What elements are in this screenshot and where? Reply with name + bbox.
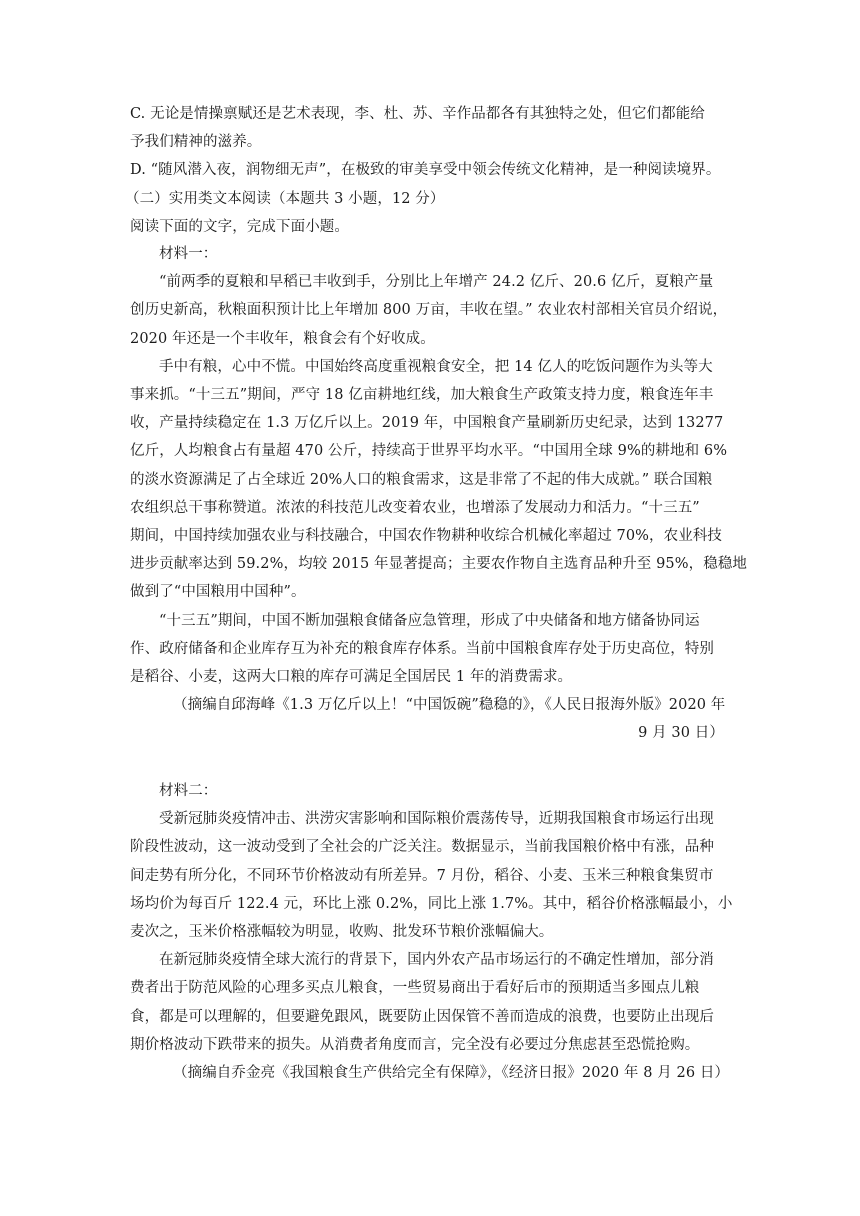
material-one-source-line-2: 9 月 30 日） <box>638 725 724 742</box>
paragraph-line: 费者出于防范风险的心理多买点儿粮食，一些贸易商出于看好后市的预期适当多囤点儿粮 <box>130 980 700 997</box>
paragraph-line: “十三五”期间，中国不断加强粮食储备应急管理，形成了中央储备和地方储备协同运 <box>159 612 700 629</box>
material-one-source-line-1: （摘编自邱海峰《1.3 万亿斤以上！“中国饭碗”稳稳的》，《人民日报海外版》2020 年 <box>173 697 726 714</box>
paragraph-line: 期间，中国持续加强农业与科技融合，中国农作物耕种收综合机械化率超过 70%，农业科技 <box>130 528 723 545</box>
paragraph-line: 场均价为每百斤 122.4 元，环比上涨 0.2%，同比上涨 1.7%。其中，稻谷价格涨幅最小，小 <box>130 895 733 912</box>
paragraph-line: 做到了“中国粮用中国种”。 <box>130 584 306 601</box>
paragraph-line: 亿斤，人均粮食占有量超 470 公斤，持续高于世界平均水平。“中国用全球 9%的耕地和 6% <box>130 443 728 460</box>
section-heading: （二）实用类文本阅读（本题共 3 小题，12 分） <box>125 190 445 207</box>
paragraph-line: “前两季的夏粮和早稻已丰收到手，分别比上年增产 24.2 亿斤、20.6 亿斤，夏粮产量 <box>159 274 714 291</box>
paragraph-line: 收，产量持续稳定在 1.3 万亿斤以上。2019 年，中国粮食产量刷新历史纪录，达到 13277 <box>130 415 724 432</box>
paragraph-line: 手中有粮，心中不慌。中国始终高度重视粮食安全，把 14 亿人的吃饭问题作为头等大 <box>159 358 713 375</box>
material-two <box>130 777 733 1087</box>
paragraph-line: 事来抓。“十三五”期间，严守 18 亿亩耕地红线，加大粮食生产政策支持力度，粮食连年丰 <box>130 387 714 404</box>
paragraph-line: 农组织总干事称赞道。浓浓的科技范儿改变着农业，也增添了发展动力和活力。“十三五” <box>130 499 700 516</box>
paragraph-line: 在新冠肺炎疫情全球大流行的背景下，国内外农产品市场运行的不确定性增加，部分消 <box>159 952 714 969</box>
paragraph-line: 食，都是可以理解的，但要避免跟风，既要防止因保管不善而造成的浪费，也要防止出现后 <box>130 1008 714 1025</box>
paragraph-line: 进步贡献率达到 59.2%，均较 2015 年显著提高；主要农作物自主选育品种升至 95%，稳稳地 <box>130 556 748 573</box>
paragraph-line: 阶段性波动，这一波动受到了全社会的广泛关注。数据显示，当前我国粮价格中有涨，品种 <box>130 839 714 856</box>
material-one-paragraph-3 <box>130 607 730 692</box>
material-two-label: 材料二： <box>159 783 218 799</box>
paragraph-line: 作、政府储备和企业库存互为补充的粮食库存体系。当前中国粮食库存处于历史高位，特别 <box>130 640 714 657</box>
paragraph-line: 创历史新高，秋粮面积预计比上年增加 800 万亩，丰收在望。” 农业农村部相关官员介绍说， <box>130 302 728 319</box>
option-c-line-2: 予我们精神的滋养。 <box>130 134 262 151</box>
material-one-paragraph-2 <box>130 353 748 607</box>
paragraph-line: 期价格波动下跌带来的损失。从消费者角度而言，完全没有必要过分焦虑甚至恐慌抢购。 <box>130 1036 700 1053</box>
paragraph-line: 受新冠肺炎疫情冲击、洪涝灾害影响和国际粮价震荡传导，近期我国粮食市场运行出现 <box>159 811 714 828</box>
material-one <box>130 240 748 748</box>
section-instruction: 阅读下面的文字，完成下面小题。 <box>130 218 349 235</box>
paragraph-line: 间走势有所分化，不同环节价格波动有所差异。7 月份，稻谷、小麦、玉米三种粮食集贸市 <box>130 867 714 884</box>
paragraph-line: 麦次之，玉米价格涨幅较为明显，收购、批发环节粮价涨幅偏大。 <box>130 924 554 941</box>
option-c-line-1: C. 无论是情操禀赋还是艺术表现，李、杜、苏、辛作品都各有其独特之处，但它们都能给 <box>130 106 705 122</box>
material-two-paragraph-2 <box>130 946 730 1059</box>
material-one-paragraph-1 <box>130 268 730 353</box>
paragraph-line: 是稻谷、小麦，这两大口粮的库存可满足全国居民 1 年的消费需求。 <box>130 669 573 686</box>
material-one-label: 材料一： <box>159 246 218 262</box>
material-two-paragraph-1 <box>130 805 733 946</box>
material-two-source: （摘编自乔金亮《我国粮食生产供给完全有保障》，《经济日报》2020 年 8 月 26 日） <box>173 1065 730 1082</box>
paragraph-line: 2020 年还是一个丰收年，粮食会有个好收成。 <box>130 330 435 347</box>
answer-options <box>125 100 730 241</box>
option-d-line-1: D. “随风潜入夜，润物细无声”，在极致的审美享受中领会传统文化精神，是一种阅读境界。 <box>130 162 721 179</box>
paragraph-line: 的淡水资源满足了占全球近 20%人口的粮食需求，这是非常了不起的伟大成就。” 联合国粮 <box>130 471 713 488</box>
